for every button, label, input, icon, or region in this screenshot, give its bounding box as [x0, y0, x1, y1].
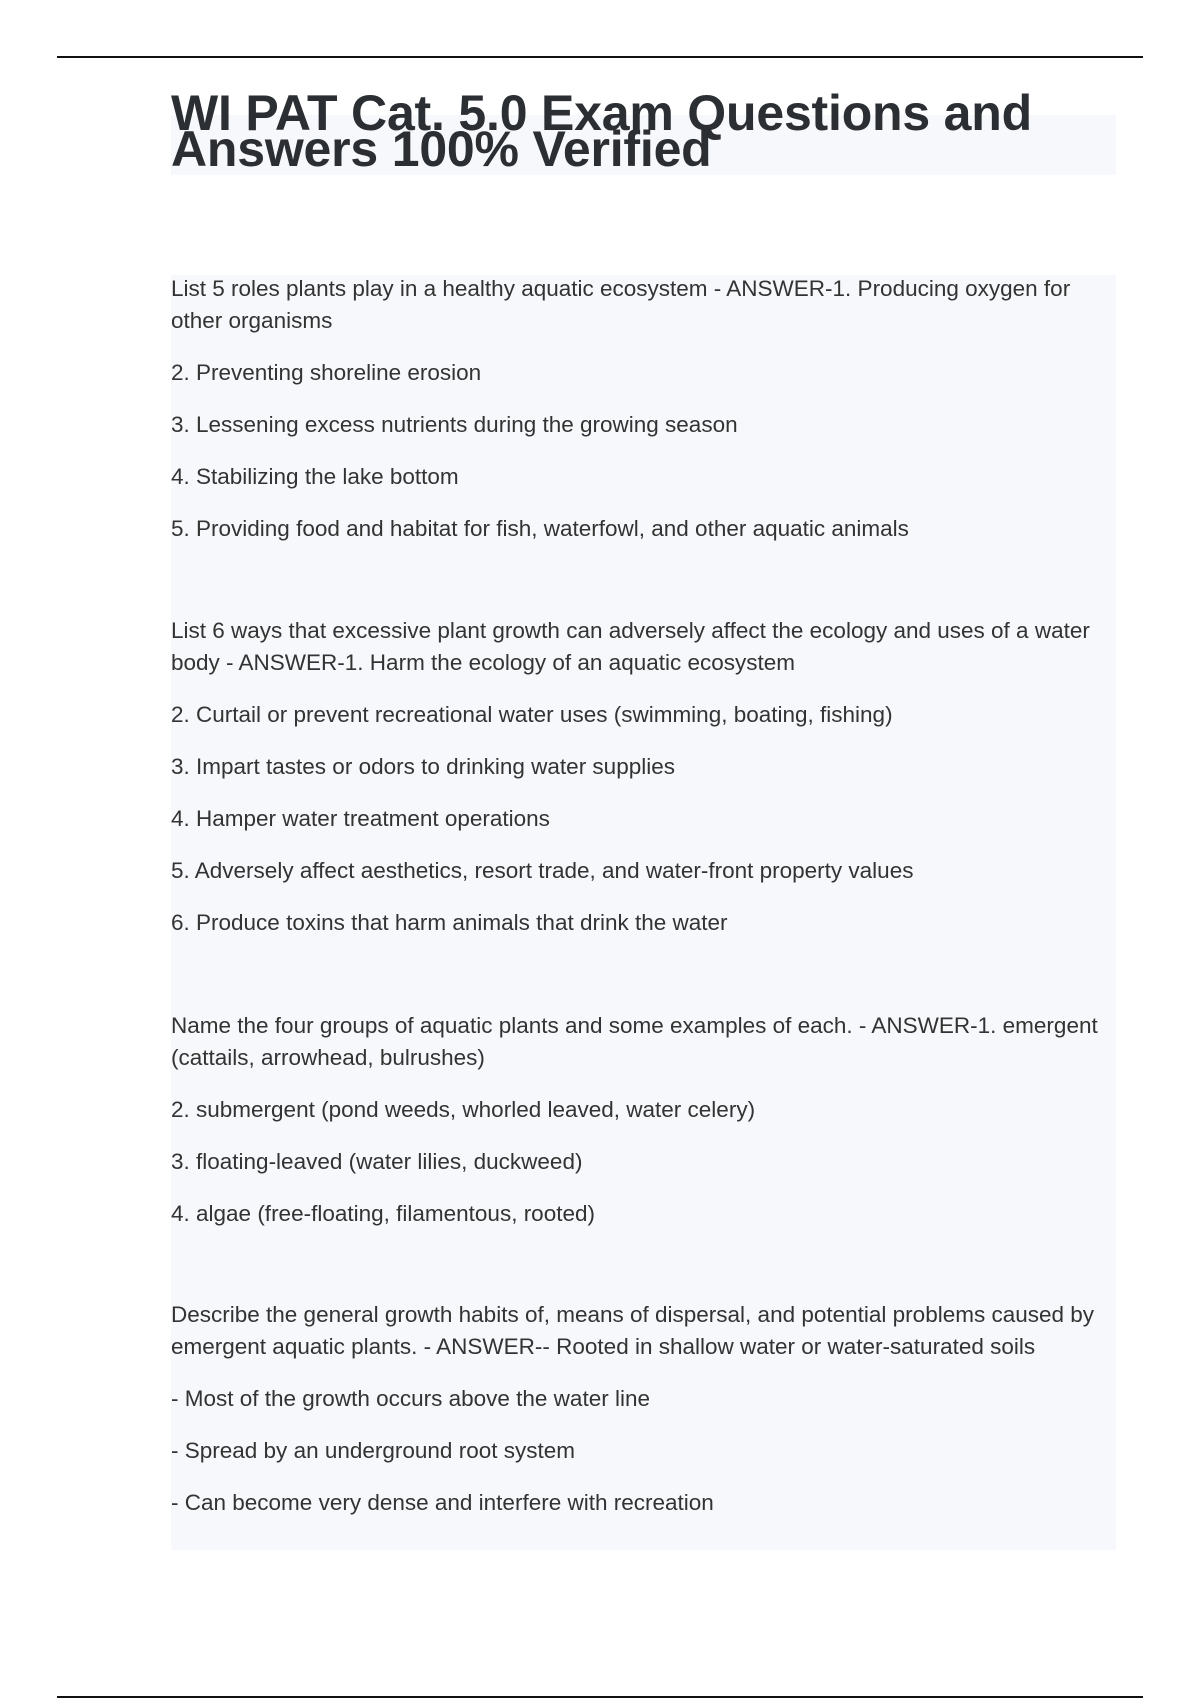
answer-item: 2. Curtail or prevent recreational water uses (swimming, boating, fishing)	[171, 702, 893, 727]
answer-item: 2. submergent (pond weeds, whorled leaved, water celery)	[171, 1097, 756, 1122]
qa-block-2	[171, 615, 1121, 959]
answer-item: 5. Adversely affect aesthetics, resort trade, and water-front property values	[171, 858, 914, 883]
question-text: List 6 ways that excessive plant growth can adversely affect the ecology and uses of a water body - ANSWER-1. Harm the ecology of an aquatic ecosystem	[171, 618, 1090, 675]
document-title: WI PAT Cat. 5.0 Exam Questions and Answers 100% Verified	[171, 85, 1032, 177]
answer-item: - Spread by an underground root system	[171, 1438, 575, 1463]
answer-item: - Can become very dense and interfere with recreation	[171, 1490, 714, 1515]
question-text: Name the four groups of aquatic plants and some examples of each. - ANSWER-1. emergent (cattails, arrowhead, bulrushes)	[171, 1013, 1098, 1070]
answer-item: 6. Produce toxins that harm animals that drink the water	[171, 910, 728, 935]
bottom-rule	[57, 1696, 1143, 1698]
answer-item: 4. Hamper water treatment operations	[171, 806, 550, 831]
answer-item: 4. algae (free-floating, filamentous, rooted)	[171, 1201, 595, 1226]
qa-block-1	[171, 273, 1121, 565]
answer-item: 2. Preventing shoreline erosion	[171, 360, 482, 385]
top-rule	[57, 56, 1143, 58]
answer-item: 4. Stabilizing the lake bottom	[171, 464, 459, 489]
qa-block-4	[171, 1299, 1121, 1539]
answer-item: - Most of the growth occurs above the water line	[171, 1386, 650, 1411]
answer-item: 3. floating-leaved (water lilies, duckweed)	[171, 1149, 583, 1174]
answer-item: 3. Lessening excess nutrients during the growing season	[171, 412, 738, 437]
question-text: Describe the general growth habits of, means of dispersal, and potential problems caused by emergent aquatic plants. - ANSWER-- Rooted in shallow water or water-saturated soils	[171, 1302, 1095, 1359]
qa-block-3	[171, 1010, 1121, 1250]
answer-item: 3. Impart tastes or odors to drinking water supplies	[171, 754, 675, 779]
answer-item: 5. Providing food and habitat for fish, waterfowl, and other aquatic animals	[171, 516, 909, 541]
question-text: List 5 roles plants play in a healthy aquatic ecosystem - ANSWER-1. Producing oxygen for other organisms	[171, 276, 1071, 333]
